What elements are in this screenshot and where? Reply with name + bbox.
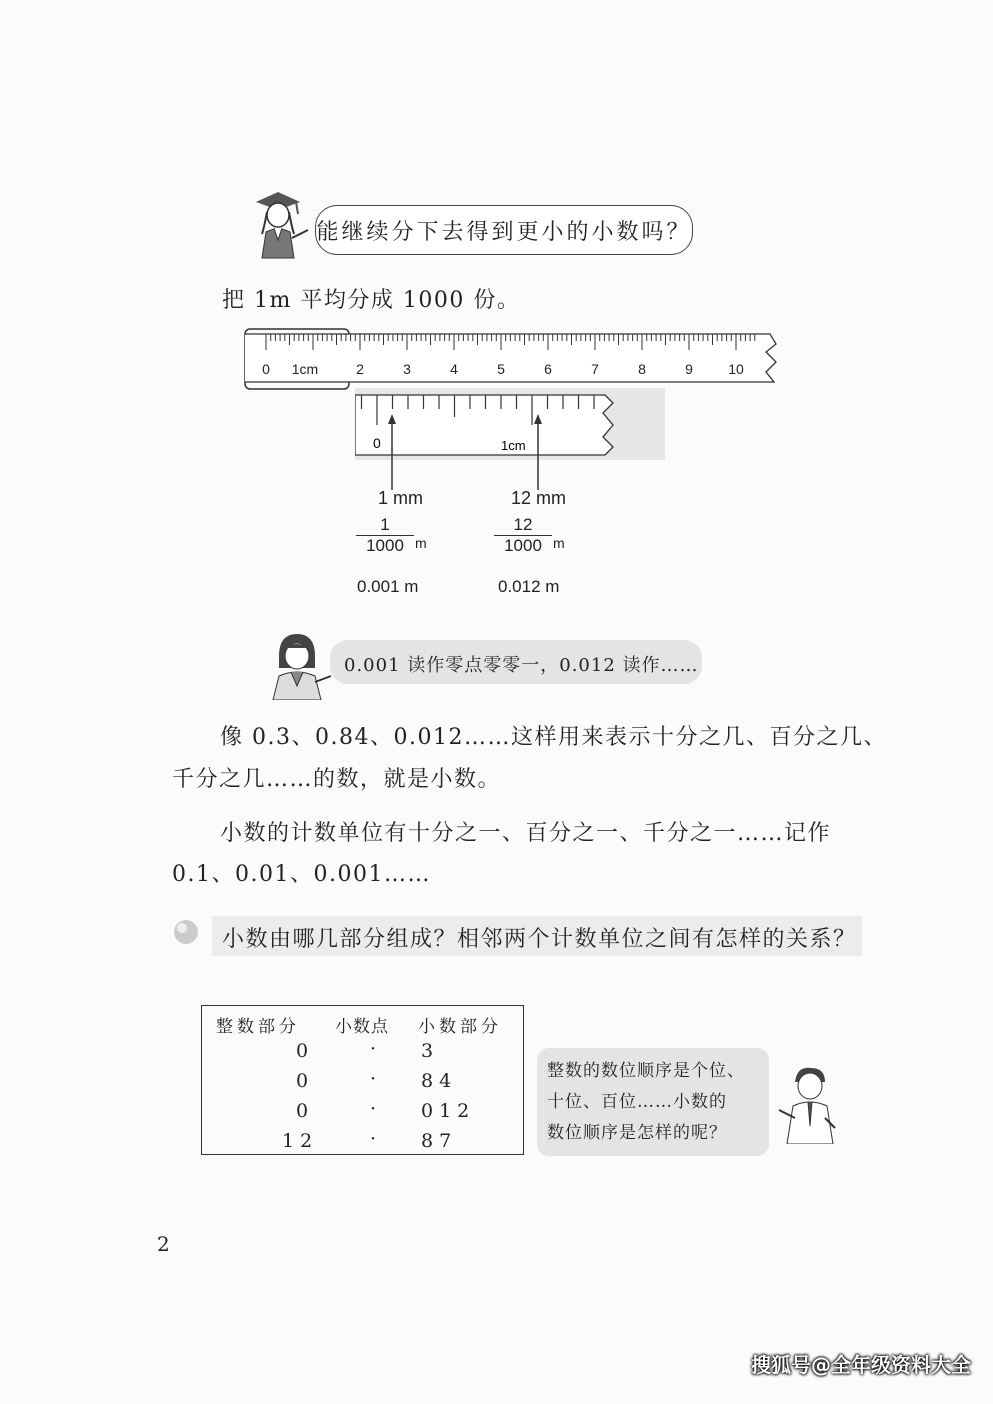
- girl-bubble-text: 0.001 读作零点零零一，0.012 读作……: [344, 655, 699, 676]
- ruler-label: 3: [403, 361, 411, 377]
- ruler: [244, 328, 784, 390]
- table-header-point: 小数点: [335, 1017, 389, 1037]
- table-cell: 012: [421, 1100, 476, 1122]
- fraction-1: [356, 515, 414, 556]
- boy-bubble-line-3: 数位顺序是怎样的呢？: [547, 1123, 727, 1143]
- table-cell: 87: [421, 1130, 458, 1152]
- ruler-label: 6: [544, 361, 552, 377]
- ruler-label: 10: [728, 361, 744, 377]
- intro-text: 把 1m 平均分成 1000 份。: [222, 288, 521, 313]
- fraction-2-unit: m: [553, 535, 565, 551]
- zoom-label-cm: 1cm: [501, 438, 526, 453]
- question-icon: [172, 918, 200, 946]
- zoom-label-zero: 0: [373, 435, 381, 451]
- table-cell: 12: [282, 1130, 319, 1152]
- decimal-parts-table: [201, 1005, 524, 1155]
- ruler-label: 7: [591, 361, 599, 377]
- table-cell: ·: [370, 1128, 383, 1150]
- watermark: 搜狐号@全年级资料大全: [751, 1353, 971, 1377]
- fraction-2-denominator: 1000: [494, 535, 552, 556]
- decimal-2: 0.012 m: [498, 577, 560, 596]
- table-cell: 3: [421, 1040, 440, 1062]
- reading-1mm: 1 mm: [378, 488, 423, 508]
- ruler-label: 5: [497, 361, 505, 377]
- boy-illustration: [773, 1062, 845, 1144]
- table-cell: 0: [296, 1040, 315, 1062]
- ruler-label: 9: [685, 361, 693, 377]
- ruler-label: 0: [262, 361, 270, 377]
- speech-bubble-girl: [330, 640, 702, 684]
- table-cell: ·: [370, 1068, 383, 1090]
- reading-arrows: [380, 412, 550, 492]
- question-text: 小数由哪几部分组成？相邻两个计数单位之间有怎样的关系？: [222, 927, 857, 952]
- girl-illustration: [265, 628, 335, 700]
- boy-bubble-line-2: 十位、百位……小数的: [547, 1092, 727, 1112]
- fraction-2-numerator: 12: [513, 515, 533, 534]
- ruler-label: 4: [450, 361, 458, 377]
- reading-12mm: 12 mm: [511, 488, 567, 508]
- speech-bubble-boy: [537, 1048, 769, 1156]
- paragraph-2-line-2: 0.1、0.01、0.001……: [172, 862, 431, 887]
- fraction-1-unit: m: [415, 535, 427, 551]
- table-cell: 0: [296, 1070, 315, 1092]
- table-header-integer: 整数部分: [216, 1017, 300, 1037]
- table-cell: ·: [370, 1038, 383, 1060]
- boy-bubble-line-1: 整数的数位顺序是个位、: [547, 1061, 745, 1081]
- fraction-1-numerator: 1: [380, 515, 390, 534]
- ruler-label: 2: [356, 361, 364, 377]
- ruler-label: 8: [638, 361, 646, 377]
- ruler-label: 1cm: [291, 361, 319, 377]
- fraction-1-denominator: 1000: [356, 535, 414, 556]
- paragraph-1-line-1: 像 0.3、0.84、0.012……这样用来表示十分之几、百分之几、: [220, 725, 887, 750]
- table-cell: ·: [370, 1098, 383, 1120]
- page-number: 2: [157, 1232, 170, 1256]
- table-header-decimal: 小数部分: [418, 1017, 502, 1037]
- teacher-illustration: [248, 188, 318, 260]
- table-cell: 84: [421, 1070, 458, 1092]
- paragraph-1-line-2: 千分之几……的数，就是小数。: [172, 767, 502, 792]
- fraction-2: [494, 515, 552, 556]
- paragraph-2-line-1: 小数的计数单位有十分之一、百分之一、千分之一……记作: [220, 821, 832, 846]
- table-cell: 0: [296, 1100, 315, 1122]
- decimal-1: 0.001 m: [357, 577, 419, 596]
- speech-bubble-question: [315, 205, 693, 255]
- bubble-text: 能继续分下去得到更小的小数吗？: [316, 219, 692, 245]
